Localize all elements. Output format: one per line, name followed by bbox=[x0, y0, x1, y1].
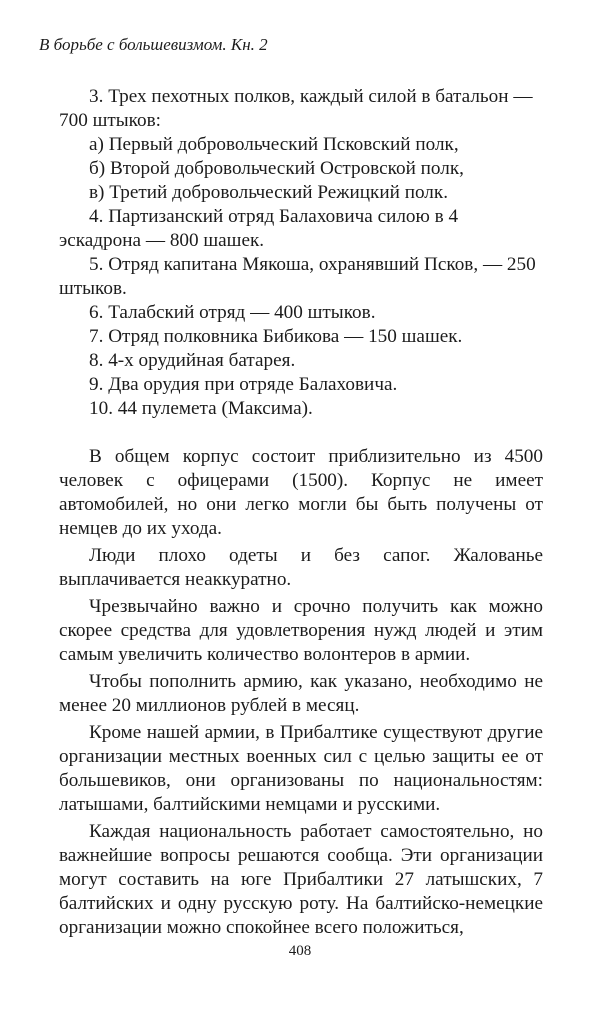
list-item: 5. Отряд капитана Мякоша, охранявший Псков, — 250 штыков. bbox=[59, 254, 536, 299]
list-item: 8. 4-х орудийная батарея. bbox=[89, 350, 296, 371]
paragraph: Люди плохо одеты и без сапог. Жалованье выплачивается неаккуратно. bbox=[59, 545, 543, 590]
units-list bbox=[59, 85, 543, 421]
list-item: 9. Два орудия при отряде Балаховича. bbox=[89, 374, 398, 395]
paragraph: В общем корпус состоит приблизительно из 4500 человек с офицерами (1500). Корпус не имеет автомобилей, но они легко могли бы быть получены от немцев до их ухода. bbox=[59, 446, 543, 539]
list-item: в) Третий добровольческий Режицкий полк. bbox=[89, 182, 449, 203]
list-item: 10. 44 пулемета (Максима). bbox=[89, 398, 313, 419]
list-item: 6. Талабский отряд — 400 штыков. bbox=[89, 302, 376, 323]
list-item: а) Первый добровольческий Псковский полк, bbox=[89, 134, 459, 155]
list-item: 3. Трех пехотных полков, каждый силой в батальон — 700 штыков: bbox=[59, 86, 533, 131]
list-item: 4. Партизанский отряд Балаховича силою в 4 эскадрона — 800 шашек. bbox=[59, 206, 459, 251]
paragraph: Кроме нашей армии, в Прибалтике существуют другие организации местных военных сил с целью защиты ее от большевиков, они организованы по национальностям: латышами, балтийскими немцами и русскими. bbox=[59, 722, 543, 815]
page-body bbox=[59, 85, 543, 943]
list-item: 7. Отряд полковника Бибикова — 150 шашек. bbox=[89, 326, 463, 347]
paragraph: Каждая национальность работает самостоятельно, но важнейшие вопросы решаются сообща. Эти организации могут составить на юге Прибалтики 27 латышских, 7 балтийских и одну русскую роту. На балтийско-немецкие организации можно спокойнее всего положиться, bbox=[59, 821, 543, 938]
paragraph: Чтобы пополнить армию, как указано, необходимо не менее 20 миллионов рублей в месяц. bbox=[59, 671, 543, 716]
list-item: б) Второй добровольческий Островской полк, bbox=[89, 158, 464, 179]
paragraph: Чрезвычайно важно и срочно получить как можно скорее средства для удовлетворения нужд людей и этим самым увеличить количество волонтеров в армии. bbox=[59, 596, 543, 665]
page-number: 408 bbox=[288, 943, 312, 959]
running-header: В борьбе с большевизмом. Кн. 2 bbox=[39, 35, 268, 54]
